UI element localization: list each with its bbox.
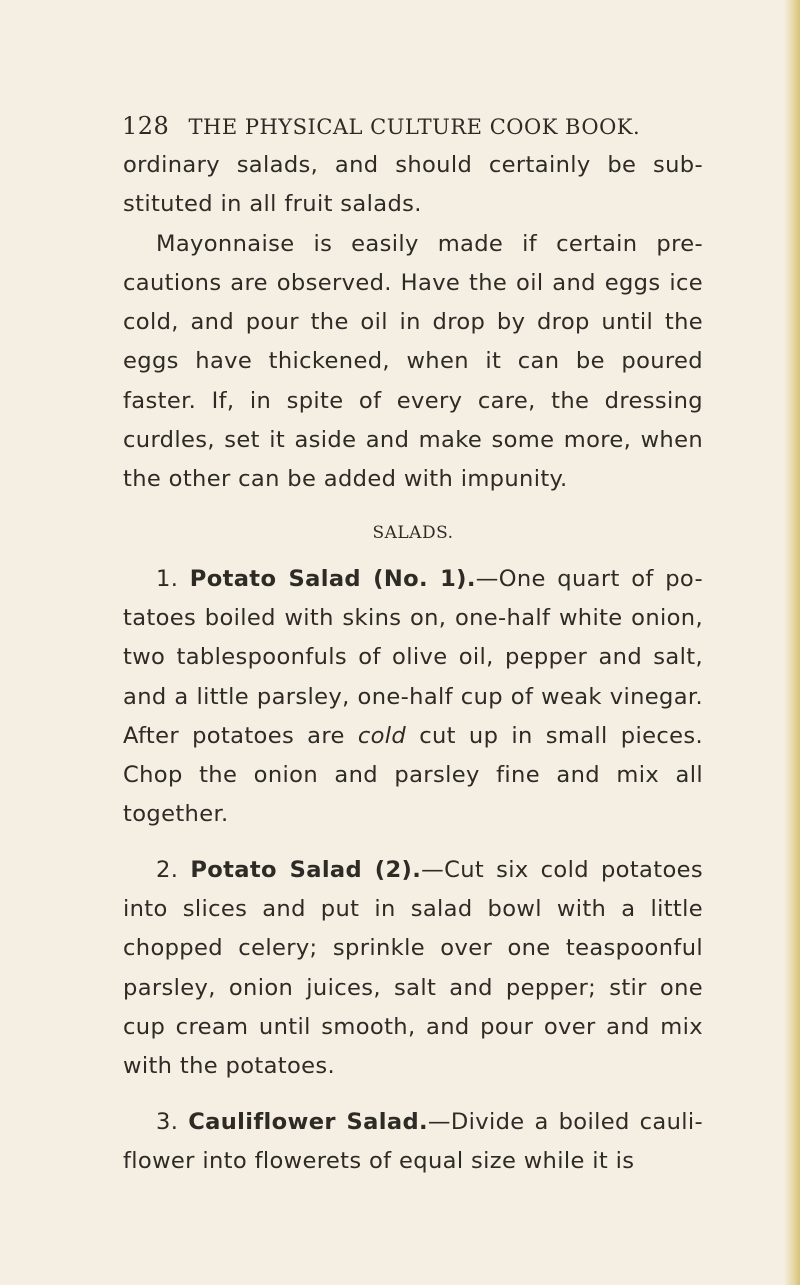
- running-header: [122, 112, 682, 140]
- page-edge-shadow: [784, 0, 800, 1285]
- page-number: 128: [122, 112, 170, 140]
- recipe-3: [123, 1103, 703, 1182]
- paragraph-continuation: ordinary salads, and should certainly be sub-stituted in all fruit salads.: [123, 152, 703, 218]
- section-heading: SALADS.: [372, 522, 454, 543]
- recipe-title: Cauliflower Salad.: [188, 1108, 428, 1135]
- recipe-text-continued: cut up in small pieces. Chop the onion and parsley fine and mix all together.: [123, 722, 703, 828]
- recipe-1: [123, 560, 703, 835]
- body-text: [123, 146, 703, 1181]
- recipe-text: —Cut six cold potatoes into slices and put in salad bowl with a little chopped celery; sprinkle over one teaspoonful parsley, onion juices, salt and pepper; stir one cup cream until smooth, and pour over and mix with the potatoes.: [123, 856, 703, 1080]
- recipe-number: 3.: [156, 1108, 179, 1135]
- running-title: THE PHYSICAL CULTURE COOK BOOK.: [188, 115, 641, 139]
- recipe-number: 2.: [156, 856, 179, 883]
- recipe-title: Potato Salad (2).: [190, 856, 422, 883]
- recipe-text: —Divide a boiled cauli-flower into flowerets of equal size while it is: [123, 1108, 703, 1174]
- recipe-number: 1.: [156, 565, 179, 592]
- recipe-2: [123, 851, 703, 1087]
- recipe-emphasis: cold: [357, 722, 407, 749]
- recipe-text: —One quart of po-tatoes boiled with skins on, one-half white onion, two tablespoonfuls of olive oil, pepper and salt, and a little parsley, one-half cup of weak vinegar. After potatoes are: [123, 565, 703, 749]
- recipe-title: Potato Salad (No. 1).: [189, 565, 476, 592]
- paragraph-mayonnaise: Mayonnaise is easily made if certain pre-cautions are observed. Have the oil and eggs ice cold, and pour the oil in drop by drop until the eggs have thickened, when it can be poured faster. If, in spite of every care, the dressing curdles, set it aside and make some more, when the other can be added with impunity.: [123, 230, 703, 493]
